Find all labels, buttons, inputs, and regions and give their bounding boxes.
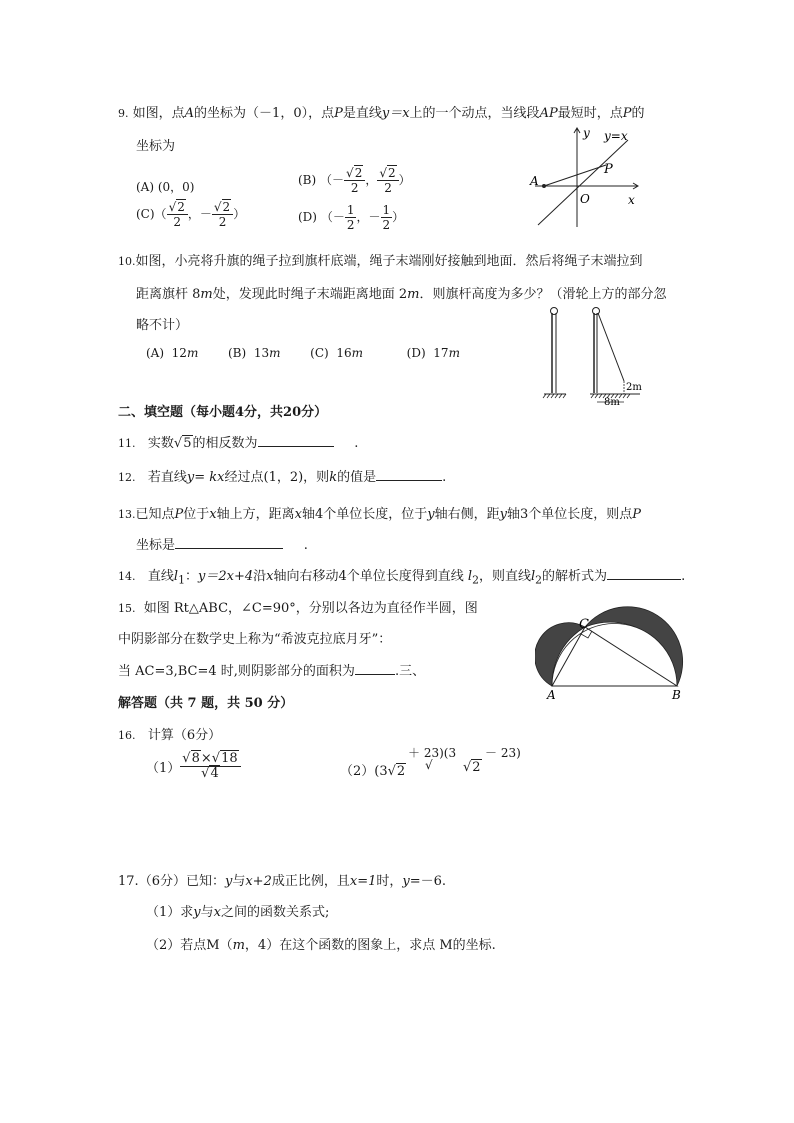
fraction: $\frac{√2}{2}$: [212, 200, 233, 229]
comma: ，: [365, 173, 378, 187]
q17-var: x+2: [245, 874, 272, 889]
q15-text: .三、: [394, 664, 426, 679]
rope-right-pulled: [598, 313, 624, 381]
q17-text: （1）求: [146, 905, 194, 920]
q9-text: 上的一个动点，当线段: [409, 106, 540, 121]
q10-line1: [118, 250, 643, 269]
origin-label: O: [580, 192, 590, 206]
period: .: [681, 569, 686, 584]
q13-text: 位于: [183, 507, 210, 522]
ground-hatch-left: [543, 394, 566, 398]
q15-text: 如图 Rt△ABC，∠C=90°，分别以各边为直径作半圆，图: [143, 601, 478, 616]
q17-text: （2）若点M（: [146, 938, 233, 953]
q11-text: 的相反数为: [192, 436, 258, 451]
q9-option-b: [298, 166, 411, 195]
q11-text: 实数: [147, 436, 174, 451]
q12-number: 12.: [118, 471, 136, 484]
unit: m: [200, 287, 213, 302]
q14-var: l: [173, 569, 179, 584]
q9-text: 的: [631, 106, 645, 121]
period: .: [303, 538, 308, 553]
q16-expr: (3: [374, 764, 388, 779]
option-label: (C): [136, 207, 155, 221]
q14-equation: y＝2x+4: [198, 569, 254, 584]
q16-part2: [340, 760, 406, 779]
line-label: y=x: [604, 129, 628, 143]
paren: ）: [398, 173, 411, 187]
q14-subscript: 2: [535, 573, 543, 587]
q9-text: 是直线: [342, 106, 382, 121]
point-a: [542, 184, 546, 188]
q17-text: 与: [232, 874, 246, 889]
q16-part2-root1: √: [425, 758, 433, 772]
answer-blank[interactable]: [175, 536, 283, 549]
comma: ，: [356, 210, 369, 224]
q14-var: l: [467, 569, 473, 584]
q16-part2-root2: √2: [463, 760, 481, 775]
x-axis-label: x: [628, 193, 635, 207]
q12-text: 若直线: [147, 470, 187, 485]
paren: （: [154, 207, 167, 221]
q14-subscript: 1: [178, 573, 185, 587]
label-8m: 8m: [604, 397, 620, 405]
q15-line1: [118, 597, 478, 616]
q17-number: 17.: [118, 874, 139, 889]
q17-sub2: [146, 934, 496, 953]
q10-line3: 略不计）: [136, 318, 189, 333]
q16-part2-sup2: － 23): [485, 746, 521, 760]
q14-subscript: 2: [472, 573, 479, 587]
minus-sign: －: [368, 210, 381, 224]
q9-var: AP: [539, 106, 558, 121]
option-label: (B): [298, 173, 317, 187]
q14-var: x: [266, 569, 274, 584]
option-label: (D): [298, 210, 317, 224]
comma: ，: [187, 207, 200, 221]
q17-line1: [118, 870, 446, 889]
q10-options: [146, 346, 460, 360]
period: .: [442, 470, 447, 485]
q13-text: 已知点: [135, 507, 175, 522]
q9-figure: [520, 125, 650, 230]
q12: [118, 466, 446, 485]
sqrt: √5: [173, 436, 192, 451]
answer-blank[interactable]: [376, 468, 442, 481]
q17-text: 之间的函数关系式;: [221, 905, 330, 920]
q14: [118, 565, 685, 587]
q13-text: 坐标是: [136, 538, 176, 553]
q9-text: 的坐标为（－1，0），点: [194, 106, 335, 121]
q12-text: 的值是: [337, 470, 377, 485]
label-2m: 2m: [626, 382, 642, 393]
unit: m: [407, 287, 420, 302]
sqrt: √2: [387, 764, 406, 779]
q15-figure: [535, 606, 690, 706]
q13-var: x: [294, 507, 302, 522]
minus-sign: －: [332, 173, 345, 187]
q9-option-a: [136, 178, 195, 195]
q17-sub1: [146, 901, 329, 920]
q9-var: A: [184, 106, 195, 121]
y-axis-label: y: [583, 126, 590, 140]
q13-var: P: [174, 507, 184, 522]
q9-number: 9.: [118, 107, 129, 120]
q16-part-label: （1）: [146, 761, 181, 776]
q16-part-label: （2）: [340, 764, 375, 779]
q14-text: 沿: [253, 569, 267, 584]
q10-option-c: (C) 16m: [310, 346, 364, 360]
q14-text: 轴向右移动4个单位长度得到直线: [273, 569, 464, 584]
q13-text: 轴4个单位长度，位于: [301, 507, 428, 522]
q17-var: y=: [402, 874, 421, 889]
q10-option-b: (B) 13m: [228, 346, 281, 360]
q11-number: 11.: [118, 437, 136, 450]
point-a-label: A: [530, 174, 539, 188]
q11: [118, 432, 358, 451]
vertex-a-label: A: [547, 688, 556, 702]
vertex-c-label: C: [579, 617, 589, 632]
q16-title: [118, 724, 221, 743]
q17-text: （6分）已知：: [138, 874, 225, 889]
q10-text: 如图，小亮将升旗的绳子拉到旗杆底端，绳子末端刚好接触到地面．然后将绳子末端拉到: [135, 254, 643, 269]
q12-text: 经过点(1，2)，则: [224, 470, 330, 485]
q9-option-d: [298, 203, 404, 232]
q17-text: 与: [200, 905, 214, 920]
period: .: [354, 436, 359, 451]
paren: ）: [233, 207, 246, 221]
vertex-b-label: B: [672, 688, 681, 702]
q13-var: y: [499, 507, 507, 522]
q14-text: ：: [184, 569, 198, 584]
answer-blank[interactable]: [258, 434, 334, 447]
q16-part1: [146, 752, 241, 781]
q12-equation: y= kx: [186, 470, 225, 485]
q10-number: 10.: [118, 255, 136, 268]
q9-option-c: [136, 200, 245, 229]
q13-number: 13.: [118, 508, 136, 521]
paren: （: [320, 173, 333, 187]
answer-blank[interactable]: [355, 662, 395, 675]
q17-var: y: [224, 874, 233, 889]
minus-sign: －: [199, 207, 212, 221]
segment-ap: [544, 165, 606, 186]
q15-line3: [118, 660, 425, 679]
q15-line2: 中阴影部分在数学史上称为“希波克拉底月牙”：: [118, 632, 392, 647]
minus-sign: －: [332, 210, 345, 224]
q14-text: 的解析式为: [542, 569, 608, 584]
fraction: $\frac{√2}{2}$: [167, 200, 188, 229]
q10-option-a: (A) 12m: [146, 346, 199, 360]
q16-text: 计算（6分）: [147, 728, 222, 743]
option-value: (0，0): [157, 180, 195, 194]
q13-text: 轴3个单位长度，则点: [507, 507, 633, 522]
q10-option-d: (D) 17m: [406, 346, 460, 360]
q17-var: y: [193, 905, 201, 920]
q14-text: ，则直线: [478, 569, 531, 584]
q17-var: x: [213, 905, 221, 920]
q13-text: 轴右侧，距: [434, 507, 500, 522]
q10-line2: [136, 283, 666, 302]
q13-line1: [118, 503, 641, 522]
q9-equation: y＝x: [381, 106, 410, 121]
section-2-title: 二、填空题（每小题4分，共20分）: [118, 405, 328, 420]
q17-var: x=1: [349, 874, 377, 889]
fraction: $\frac{√2}{2}$: [344, 166, 365, 195]
q9-var: P: [622, 106, 632, 121]
q10-text: ．则旗杆高度为多少？（滑轮上方的部分忽: [419, 287, 667, 302]
q17-text: 时，: [376, 874, 403, 889]
line-y-equals-x: [538, 140, 628, 225]
q17-text: －6.: [420, 874, 447, 889]
answer-blank[interactable]: [607, 567, 681, 580]
q9-text: 最短时，点: [557, 106, 623, 121]
q10-text: 处，发现此时绳子末端距离地面 2: [212, 287, 408, 302]
q9-line1: [118, 102, 644, 121]
q13-var: x: [209, 507, 217, 522]
fraction: $\frac{1}{2}$: [382, 203, 391, 232]
paren: ）: [392, 210, 405, 224]
q16-part2-sup1: ＋ 23)(3: [408, 746, 457, 760]
paren: （: [320, 210, 333, 224]
q15-number: 15.: [118, 602, 136, 615]
q9-var: P: [334, 106, 343, 121]
q10-text: 距离旗杆 8: [136, 287, 201, 302]
q17-var: m: [232, 938, 245, 953]
q9-text: 如图，点: [132, 106, 185, 121]
q9-line2: 坐标为: [136, 139, 176, 154]
q13-line2: [136, 534, 308, 553]
q17-text: ，4）在这个函数的图象上，求点 M的坐标.: [244, 938, 496, 953]
q10-figure: [540, 305, 655, 405]
point-p-label: P: [604, 162, 613, 177]
q14-number: 14.: [118, 570, 136, 583]
q13-var: P: [632, 507, 642, 522]
q14-text: 直线: [147, 569, 174, 584]
q13-text: 轴上方，距离: [216, 507, 295, 522]
q17-text: 成正比例，且: [271, 874, 350, 889]
section-3-title: 解答题（共 7 题，共 50 分）: [118, 696, 294, 711]
q14-var: l: [530, 569, 536, 584]
fraction: $\frac{1}{2}$: [346, 203, 355, 232]
q13-var: y: [427, 507, 435, 522]
q12-var: k: [329, 470, 338, 485]
fraction: $\frac{√2}{2}$: [377, 166, 398, 195]
option-label: (A): [136, 180, 155, 194]
q16-number: 16.: [118, 729, 136, 742]
q15-text: 当 AC=3,BC=4 时,则阴影部分的面积为: [118, 664, 355, 679]
fraction: $\frac{√8\times√18}{√4}$: [180, 752, 240, 781]
